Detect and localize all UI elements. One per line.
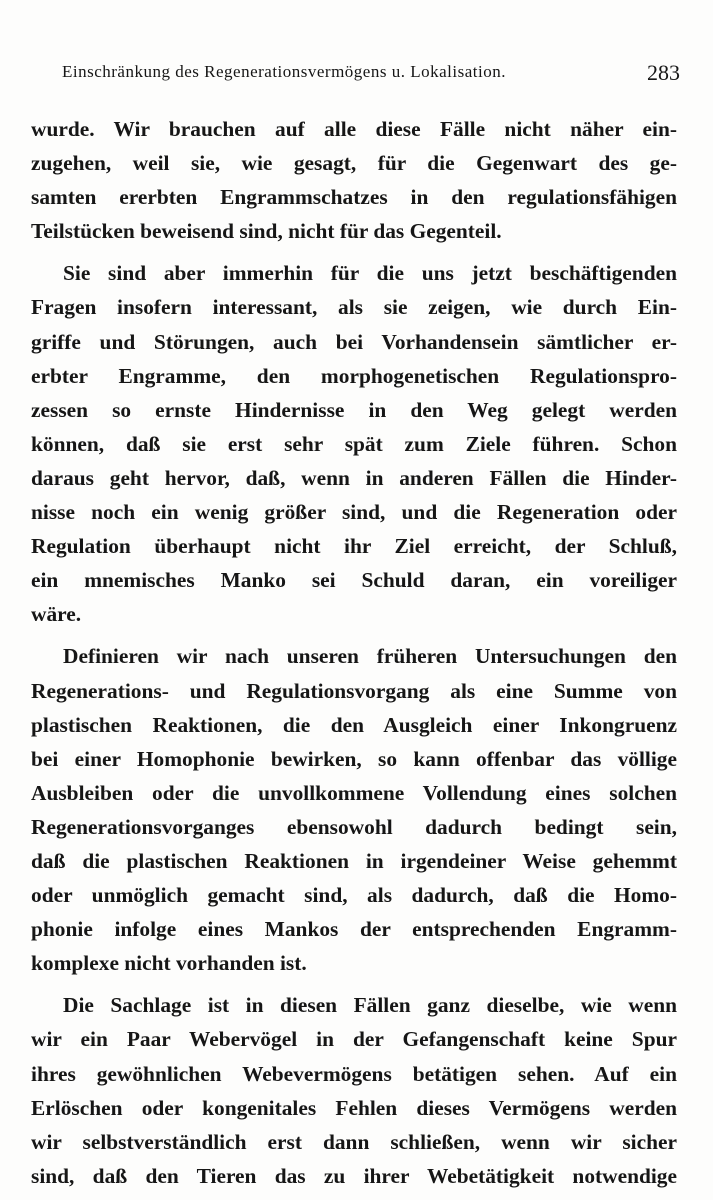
- text-line: daraus geht hervor, daß, wenn in anderen Fällen die Hinder-: [31, 465, 677, 490]
- text-line: zessen so ernste Hindernisse in den Weg gelegt werden: [31, 397, 677, 422]
- text-line: zugehen, weil sie, wie gesagt, für die Gegenwart des ge-: [31, 151, 677, 176]
- running-title: Einschränkung des Regenerationsvermögens u. Lokalisation.: [62, 62, 506, 81]
- text-line: Erlöschen oder kongenitales Fehlen dieses Vermögens werden: [31, 1095, 677, 1120]
- text-line: erbter Engramme, den morphogenetischen Regulationspro-: [31, 363, 677, 388]
- text-line: bei einer Homophonie bewirken, so kann offenbar das völlige: [31, 746, 677, 771]
- text-line: Sie sind aber immerhin für die uns jetzt beschäftigenden: [63, 261, 677, 286]
- text-line: Regenerationsvorganges ebensowohl dadurch bedingt sein,: [31, 814, 677, 839]
- text-line: oder unmöglich gemacht sind, als dadurch, daß die Homo-: [31, 883, 677, 908]
- running-head: [62, 60, 680, 90]
- text-line: komplexe nicht vorhanden ist.: [31, 951, 307, 976]
- text-line: wir selbstverständlich erst dann schließen, wenn wir sicher: [31, 1129, 677, 1154]
- text-line: wurde. Wir brauchen auf alle diese Fälle nicht näher ein-: [31, 117, 677, 141]
- text-line: wäre.: [31, 602, 82, 627]
- text-line: Regenerations- und Regulationsvorgang als eine Summe von: [31, 678, 677, 703]
- body-text: [31, 112, 677, 1201]
- text-line: Regulation überhaupt nicht ihr Ziel erreicht, der Schluß,: [31, 534, 677, 559]
- text-line: Die Sachlage ist in diesen Fällen ganz dieselbe, wie wenn: [63, 993, 677, 1018]
- text-line: phonie infolge eines Mankos der entsprechenden Engramm-: [31, 917, 677, 942]
- text-line: griffe und Störungen, auch bei Vorhandensein sämtlicher er-: [31, 329, 677, 354]
- page-number: 283: [647, 60, 680, 85]
- text-line: plastischen Reaktionen, die den Ausgleich einer Inkongruenz: [31, 712, 677, 737]
- text-line: sind, daß den Tieren das zu ihrer Webetätigkeit notwendige: [31, 1163, 677, 1188]
- text-line: Ausbleiben oder die unvollkommene Vollendung eines solchen: [31, 780, 677, 805]
- text-line: Fragen insofern interessant, als sie zeigen, wie durch Ein-: [31, 295, 677, 320]
- paragraph: [31, 256, 677, 631]
- text-line: können, daß sie erst sehr spät zum Ziele führen. Schon: [31, 431, 677, 456]
- text-line: Teilstücken beweisend sind, nicht für das Gegenteil.: [31, 219, 502, 244]
- text-line: ihres gewöhnlichen Webevermögens betätigen sehen. Auf ein: [31, 1061, 677, 1086]
- text-line: samten ererbten Engrammschatzes in den regulationsfähigen: [31, 185, 677, 210]
- text-line: wir ein Paar Webervögel in der Gefangenschaft keine Spur: [31, 1027, 677, 1052]
- paragraph: [31, 112, 677, 248]
- text-line: ein mnemisches Manko sei Schuld daran, ein voreiliger: [31, 568, 677, 593]
- text-line: daß die plastischen Reaktionen in irgendeiner Weise gehemmt: [31, 848, 677, 873]
- paragraph: [31, 988, 677, 1193]
- text-line: Definieren wir nach unseren früheren Untersuchungen den: [63, 644, 677, 669]
- text-line: nisse noch ein wenig größer sind, und die Regeneration oder: [31, 500, 677, 525]
- paragraph: [31, 639, 677, 980]
